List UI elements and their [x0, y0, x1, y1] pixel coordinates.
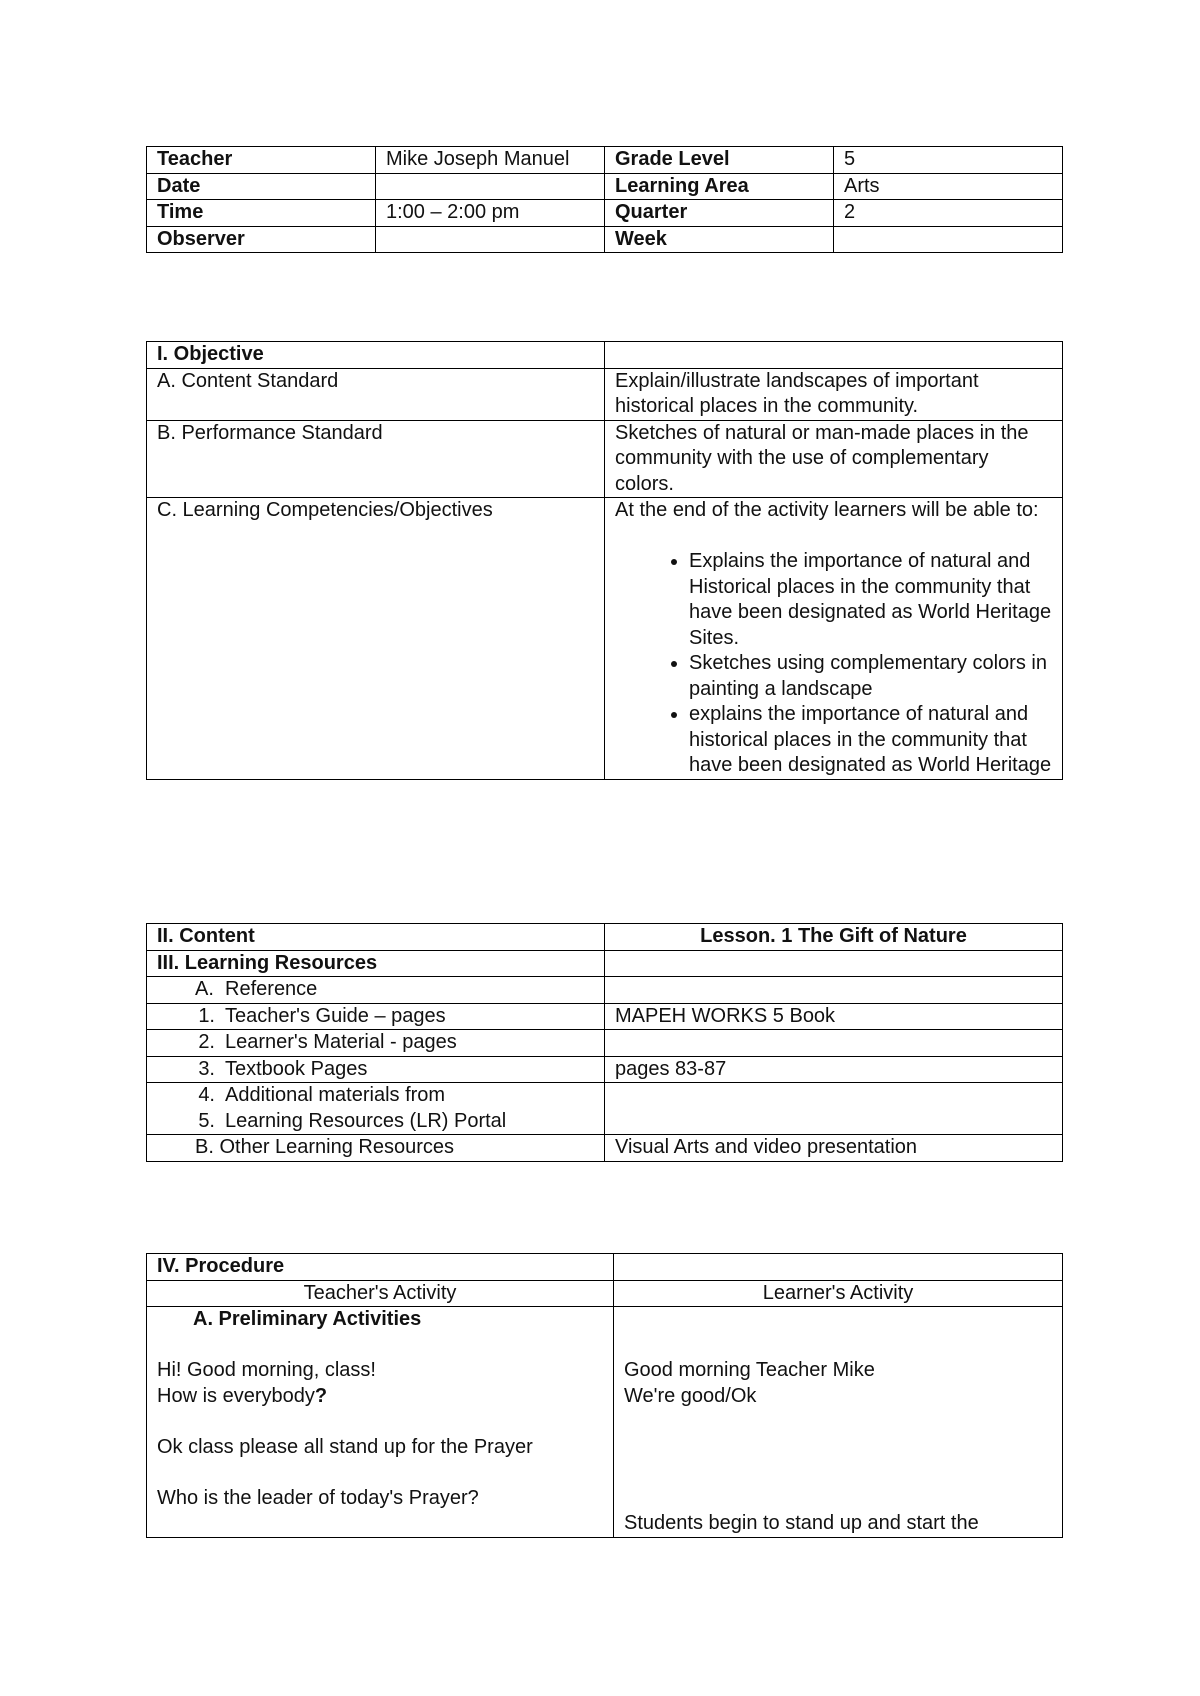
table-row [147, 173, 1063, 200]
empty-cell [605, 342, 1063, 369]
table-row [147, 368, 1063, 420]
week-value [834, 226, 1063, 253]
table-row [147, 1083, 1063, 1135]
learner-line: Good morning Teacher Mike [624, 1359, 875, 1381]
table-row [147, 200, 1063, 227]
other-resources-label: B. Other Learning Resources [147, 1135, 605, 1162]
table-row [147, 1030, 1063, 1057]
resource-item [147, 1056, 605, 1083]
reference-label [147, 977, 605, 1004]
competencies-label: C. Learning Competencies/Objectives [147, 498, 605, 780]
objective-title: I. Objective [147, 342, 605, 369]
teacher-line-text: How is everybody [157, 1384, 315, 1407]
item-number: 3. [198, 1057, 215, 1080]
section-heading: A. Preliminary Activities [193, 1308, 422, 1330]
item-number: 2. [198, 1031, 215, 1053]
table-row [147, 1135, 1063, 1162]
empty-cell [614, 1254, 1063, 1281]
reference-text: Reference [225, 978, 318, 1000]
date-label: Date [147, 173, 376, 200]
observer-label: Observer [147, 226, 376, 253]
teacher-line: Hi! Good morning, class! [157, 1359, 376, 1381]
teacher-activity-cell [147, 1307, 614, 1538]
table-row [147, 498, 1063, 780]
empty-cell [605, 977, 1063, 1004]
week-label: Week [605, 226, 834, 253]
competencies-intro: At the end of the activity learners will be able to: [615, 499, 1039, 521]
teacher-value: Mike Joseph Manuel [376, 147, 605, 174]
quarter-value: 2 [834, 200, 1063, 227]
teacher-activity-header: Teacher's Activity [147, 1280, 614, 1307]
content-standard-label: A. Content Standard [147, 368, 605, 420]
teacher-label: Teacher [147, 147, 376, 174]
empty-cell [605, 950, 1063, 977]
table-row [147, 1307, 1063, 1538]
table-row [147, 977, 1063, 1004]
item-number: 5. [198, 1109, 215, 1132]
content-standard-value: Explain/illustrate landscapes of important historical places in the community. [605, 368, 1063, 420]
grade-level-value: 5 [834, 147, 1063, 174]
list-item: • Explains the importance of natural and Historical places in the community that have been designated as World Heritage Sites. [689, 549, 1052, 651]
lesson-title: Lesson. 1 The Gift of Nature [605, 924, 1063, 951]
table-row [147, 1003, 1063, 1030]
resource-item [147, 1030, 605, 1057]
quarter-label: Quarter [605, 200, 834, 227]
table-row [147, 420, 1063, 498]
learning-resources-title: III. Learning Resources [147, 950, 605, 977]
objectives-list [615, 549, 1052, 779]
item-number: 4. [198, 1084, 215, 1106]
item-label: Learning Resources (LR) Portal [225, 1109, 507, 1132]
content-title: II. Content [147, 924, 605, 951]
learning-area-value: Arts [834, 173, 1063, 200]
table-row [147, 1056, 1063, 1083]
table-row [147, 342, 1063, 369]
procedure-title: IV. Procedure [147, 1254, 614, 1281]
table-row [147, 1280, 1063, 1307]
header-table [146, 146, 1063, 253]
resource-item [147, 1083, 605, 1135]
learner-activity-cell [614, 1307, 1063, 1538]
item-label: Textbook Pages [225, 1057, 368, 1080]
teacher-line: Ok class please all stand up for the Prayer [157, 1435, 533, 1458]
item-label: Additional materials from [225, 1084, 446, 1106]
other-resources-value: Visual Arts and video presentation [605, 1135, 1063, 1162]
item-label: Learner's Material - pages [225, 1031, 457, 1053]
performance-standard-value: Sketches of natural or man-made places in the community with the use of complementary colors. [605, 420, 1063, 498]
reference-letter: A. [195, 978, 214, 1000]
table-row [147, 924, 1063, 951]
teacher-line: Who is the leader of today's Prayer? [157, 1486, 479, 1509]
time-label: Time [147, 200, 376, 227]
learner-line: We're good/Ok [624, 1384, 757, 1407]
table-row [147, 950, 1063, 977]
learning-area-label: Learning Area [605, 173, 834, 200]
date-value [376, 173, 605, 200]
list-item: • Sketches using complementary colors in painting a landscape [689, 651, 1052, 702]
item-label: Teacher's Guide – pages [225, 1004, 446, 1027]
grade-level-label: Grade Level [605, 147, 834, 174]
observer-value [376, 226, 605, 253]
competencies-cell [605, 498, 1063, 780]
list-item: • explains the importance of natural and historical places in the community that have been designated as World Heritage [689, 702, 1052, 779]
resource-item [147, 1003, 605, 1030]
resource-value: MAPEH WORKS 5 Book [605, 1003, 1063, 1030]
question-mark: ? [314, 1384, 328, 1407]
objective-table [146, 341, 1063, 780]
teacher-line [157, 1384, 603, 1410]
table-row [147, 147, 1063, 174]
item-number: 1. [198, 1004, 215, 1027]
content-table [146, 923, 1063, 1162]
resource-value [605, 1030, 1063, 1057]
learner-activity-header: Learner's Activity [614, 1280, 1063, 1307]
table-row [147, 1254, 1063, 1281]
time-value: 1:00 – 2:00 pm [376, 200, 605, 227]
learner-line: Students begin to stand up and start the [624, 1512, 979, 1534]
resource-value: pages 83-87 [605, 1056, 1063, 1083]
table-row [147, 226, 1063, 253]
resource-value [605, 1083, 1063, 1135]
procedure-table [146, 1253, 1063, 1538]
performance-standard-label: B. Performance Standard [147, 420, 605, 498]
